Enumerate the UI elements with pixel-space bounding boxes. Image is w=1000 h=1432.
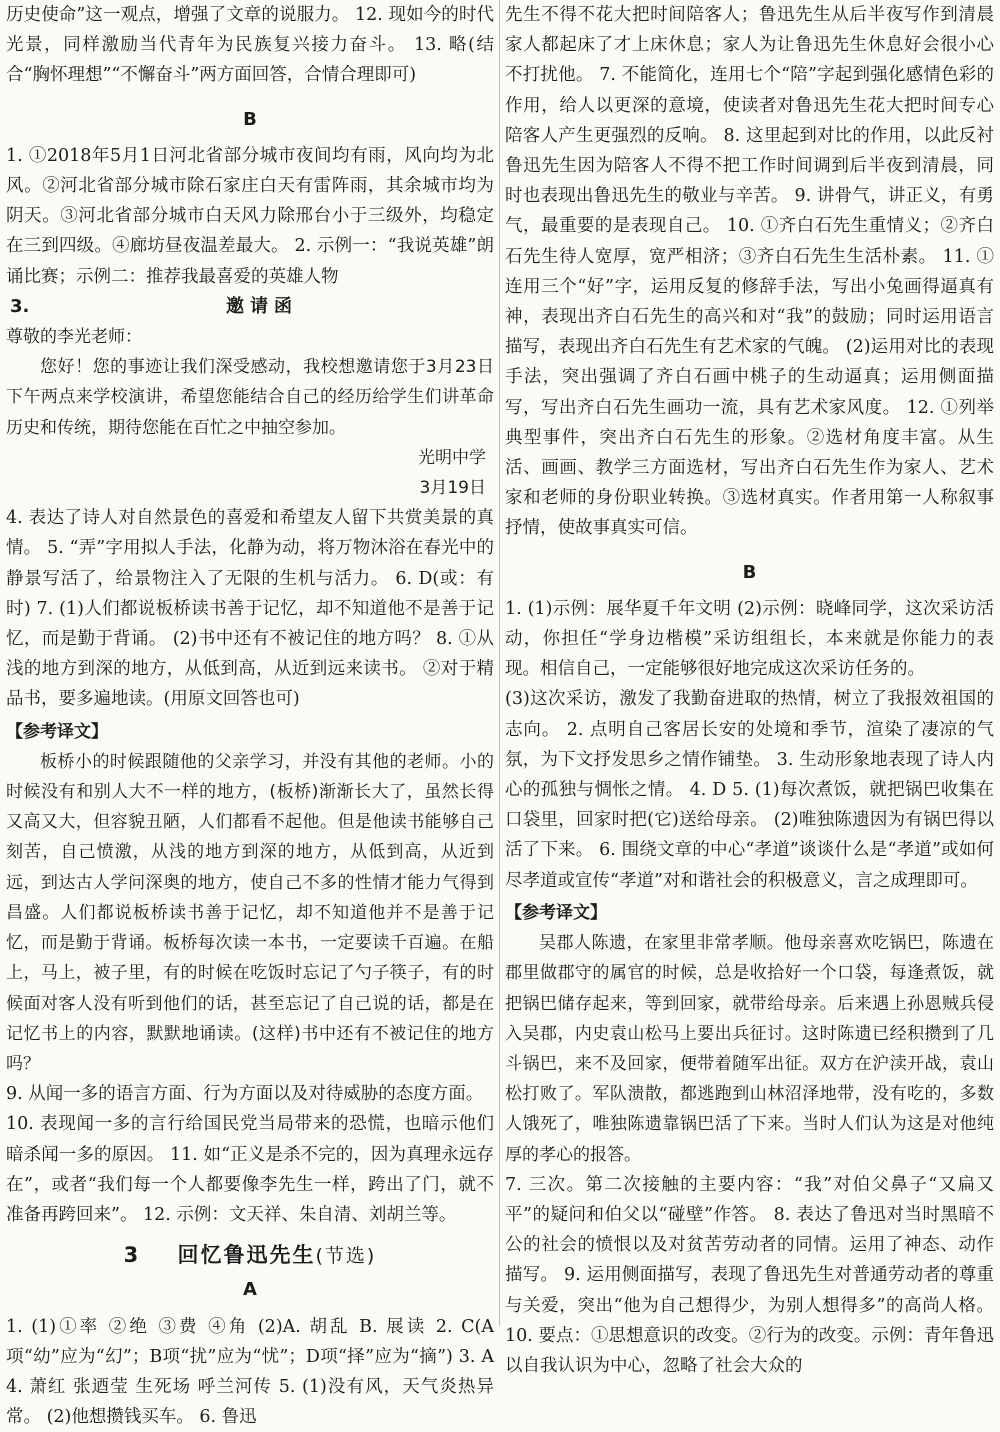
invitation-title-line (6, 292, 494, 322)
answer-paragraph: 先生不得不花大把时间陪客人；鲁迅先生从后半夜写作到清晨家人都起床了才上床休息；家人为让鲁迅先生休息好会很小心不打扰他。 7. 不能简化，连用七个“陪”字起到强化感情色彩的作用，给人以更深的意境，使读者对鲁迅先生花大把时间专心陪客人产生更强烈的反响。 8. 这里起到对比的作用，以此反衬鲁迅先生因为陪客人不得不把工作时间调到后半夜到清晨，同时也表现出鲁迅先生的敬业与辛苦。 9. 讲骨气，讲正义，有勇气，最重要的是表现自己。 10. ①齐白石先生重情义；②齐白石先生待人宽厚，宽严相济；③齐白石先生生活朴素。 11. ①连用三个“好”字，运用反复的修辞手法，写出小兔画得逼真有神，表现出齐白石先生的高兴和对“我”的鼓励；同时运用语言描写，表现出齐白石先生有艺术家的气魄。 (2)运用对比的表现手法，突出强调了齐白石画中桃子的生动逼真；运用侧面描写，写出齐白石先生画功一流，具有艺术家风度。 12. ①列举典型事件，突出齐白石先生的形象。②选材角度丰富。从生活、画画、教学三方面选材，写出齐白石先生作为家人、艺术家和老师的身份职业转换。③选材真实。作者用第一人称叙事抒情，使故事真实可信。 (505, 5, 994, 539)
chapter-subtitle: (节选) (315, 1245, 377, 1268)
answer-paragraph: 9. 从闻一多的语言方面、行为方面以及对待威胁的态度方面。 (6, 1084, 484, 1105)
letter-signature: 光明中学 (418, 447, 486, 468)
question-number: 3. (10, 295, 30, 317)
left-column (6, 0, 494, 1428)
answer-paragraph: 1. ①2018年5月1日河北省部分城市夜间均有雨，风向均为北风。②河北省部分城市除石家庄白天有雷阵雨，其余城市均为阴天。③河北省部分城市白天风力除邢台小于三级外，均稳定在三到四级。④廊坊昼夜温差最大。 2. 示例一：“我说英雄”朗诵比赛；示例二：推荐我最喜爱的英雄人物 (6, 145, 494, 287)
translation-text: 板桥小的时候跟随他的父亲学习，并没有其他的老师。小的时候没有和别人大不一样的地方，(板桥)渐渐长大了，虽然长得又高又大，但容貌丑陋，人们都看不起他。但是他读书能够自己刻苦，自己愤激，从浅的地方到深的地方，从低到高，从近到远，到达古人学问深奥的地方，使自己不多的性情才能力气得到昌盛。人们都说板桥读书善于记忆，却不知道他并不是善于记忆，而是勤于背诵。板桥每次读一本书，一定要读千百遍。在船上，马上，被子里，有的时候在吃饭时忘记了勺子筷子，有的时候面对客人没有听到他们的话，甚至忘记了自己说的话，都是在记忆书上的内容，默默地诵读。(这样)书中还有不被记住的地方吗？ (6, 751, 494, 1074)
letter-body: 您好！您的事迹让我们深受感动，我校想邀请您于3月23日下午两点来学校演讲，希望您能结合自己的经历给学生们讲革命历史和传统，期待您能在百忙之中抽空参加。 (6, 357, 494, 438)
translation-text: 吴郡人陈遗，在家里非常孝顺。他母亲喜欢吃锅巴，陈遗在郡里做郡守的属官的时候，总是收拾好一个口袋，每逢煮饭，就把锅巴储存起来，等到回家，就带给母亲。后来遇上孙恩贼兵侵入吴郡，内史袁山松马上要出兵征讨。这时陈遗已经积攒到了几斗锅巴，来不及回家，便带着随军出征。双方在沪渎开战，袁山松打败了。军队溃散，都逃跑到山林沼泽地带，没有吃的，多数人饿死了，唯独陈遗靠锅巴活了下来。当时人们认为这是对他纯厚的孝心的报答。 (505, 933, 994, 1165)
answer-paragraph: 10. 表现闻一多的言行给国民党当局带来的恐慌，也暗示他们暗杀闻一多的原因。 11. 如“正义是杀不完的，因为真理永远存在”，或者“我们每一个人都要像李先生一样，跨出了门，就不准备再跨回来”。 12. 示例：文天祥、朱自清、刘胡兰等。 (6, 1114, 494, 1225)
right-column (505, 0, 994, 1376)
letter-date: 3月19日 (419, 478, 486, 499)
answer-paragraph: 1. (1)①率 ②绝 ③费 ④角 (2)A. 胡乱 B. 展读 2. C(A项“幼”应为“幻”；B项“扰”应为“忧”；D项“择”应为“摘”) 3. A 4. 萧红 张迺莹 生死场 呼兰河传 5. (1)没有风，天气炎热异常。 (2)他想攒钱买车。 6. 鲁迅 (6, 1316, 494, 1428)
answer-paragraph: 历史使命”这一观点，增强了文章的说服力。 12. 现如今的时代光景，同样激励当代青年为民族复兴接力奋斗。 13. 略(结合“胸怀理想”“不懈奋斗”两方面回答，合情合理即可) (6, 5, 494, 86)
chapter-number: 3 (123, 1243, 141, 1268)
chapter-heading (6, 1240, 494, 1271)
letter-salutation: 尊敬的李光老师： (6, 327, 142, 348)
answer-paragraph: 1. (1)示例：展华夏千年文明 (2)示例：晓峰同学，这次采访活动，你担任“学身边楷模”采访组组长，本来就是你能力的表现。相信自己，一定能够很好地完成这次采访任务的。 (505, 598, 994, 680)
translation-tag: 【参考译文】 (505, 902, 607, 923)
answer-paragraph: 4. 表达了诗人对自然景色的喜爱和希望友人留下共赏美景的真情。 5. “弄”字用拟人手法，化静为动，将万物沐浴在春光中的静景写活了，给景物注入了无限的生机与活力。 6. D(或：有时) 7. (1)人们都说板桥读书善于记忆，却不知道他不是善于记忆，而是勤于背诵。 (2)书中还有不被记住的地方吗？ 8. ①从浅的地方到深的地方，从低到高，从近到远来读书。 ②对于精品书，要多遍地读。(用原文回答也可) (6, 508, 494, 710)
invitation-title: 邀请函 (226, 295, 298, 317)
translation-tag: 【参考译文】 (6, 721, 108, 742)
answer-paragraph: (3)这次采访，激发了我勤奋进取的热情，树立了我报效祖国的志向。 2. 点明自己客居长安的处境和季节，渲染了凄凉的气氛，为下文抒发思乡之情作铺垫。 3. 生动形象地表现了诗人内心的孤独与惆怅之情。 4. D 5. (1)每次煮饭，就把锅巴收集在口袋里，回家时把(它)送给母亲。 (2)唯独陈遗因为有锅巴得以活了下来。 6. 围绕文章的中心“孝道”谈谈什么是“孝道”或如何尽孝道或宣传“孝道”对和谐社会的积极意义，言之成理即可。 (505, 689, 994, 891)
answer-paragraph: 7. 三次。第二次接触的主要内容：“我”对伯父鼻子“又扁又平”的疑问和伯父以“碰壁”作答。 8. 表达了鲁迅对当时黑暗不公的社会的愤恨以及对贫苦劳动者的同情。运用了神态、动作描写。 9. 运用侧面描写，表现了鲁迅先生对普通劳动者的尊重与关爱，突出“他为自己想得少，为别人想得多”的高尚人格。 10. 要点：①思想意识的改变。②行为的改变。示例：青年鲁迅以自我认识为中心，忽略了社会大众的 (505, 1174, 994, 1376)
section-heading-b: B (742, 561, 757, 583)
section-heading-a: A (243, 1279, 257, 1301)
section-heading-b: B (243, 108, 257, 130)
chapter-title: 回忆鲁迅先生 (177, 1243, 316, 1268)
column-divider (499, 0, 500, 1326)
